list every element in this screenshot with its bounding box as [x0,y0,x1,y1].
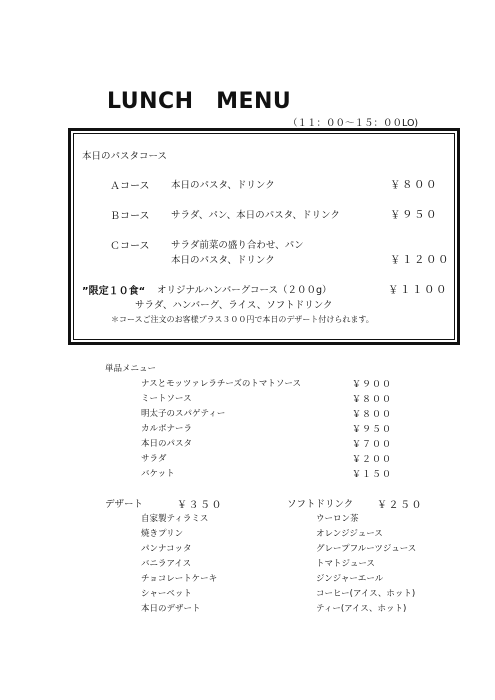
a-la-carte-item-name: 本日のパスタ [141,439,193,449]
course-a-name: Ａコース [110,181,150,192]
course-c-name: Ｃコース [110,241,150,252]
limited-course-name: オリジナルハンバーグコース（２００g） [157,285,332,296]
a-la-carte-item-name: 明太子のスパゲティー [141,409,226,419]
course-b-price: ￥９５０ [390,209,438,221]
dessert-item: チョコレートケーキ [141,574,218,584]
soft-drink-price: ￥２５０ [377,500,423,511]
soft-drink-item: ウーロン茶 [316,514,359,524]
a-la-carte-item-price: ￥８００ [352,395,393,405]
limited-course-price: ￥１１００ [388,284,448,296]
course-a-price: ￥８００ [390,179,438,191]
dessert-item: 自家製ティラミス [141,514,209,524]
soft-drink-item: ティー(アイス、ホット) [316,604,407,614]
service-hours: （１１：００～１５：００LO) [288,118,419,129]
soft-drink-item: トマトジュース [316,559,375,569]
soft-drink-heading: ソフトドリンク [287,499,354,510]
course-c-price: ￥１２００ [390,254,450,266]
soft-drink-item: オレンジジュース [316,529,383,539]
soft-drink-item: コーヒー(アイス、ホット) [316,589,416,599]
a-la-carte-heading: 単品メニュー [105,364,157,374]
dessert-heading: デザート [105,499,144,510]
limited-course-desc: サラダ、ハンバーグ、ライス、ソフトドリンク [135,300,333,311]
a-la-carte-item-price: ￥９５０ [352,425,393,435]
a-la-carte-item-name: ミートソース [141,394,192,404]
dessert-item: 本日のデザート [141,604,201,614]
course-c-desc-line-1: サラダ前菜の盛り合わせ、パン [171,240,304,251]
a-la-carte-item-price: ￥９００ [352,380,393,390]
course-b-desc: サラダ、パン、本日のパスタ、ドリンク [171,210,340,221]
a-la-carte-item-price: ￥８００ [352,410,393,420]
a-la-carte-item-name: カルボナーラ [141,424,193,434]
dessert-item: パンナコッタ [141,544,192,554]
soft-drink-item: グレープフルーツジュース [316,544,417,554]
course-b-name: Ｂコース [110,211,150,222]
soft-drink-item: ジンジャーエール [316,574,384,584]
dessert-item: 焼きプリン [141,529,184,539]
limited-label: ”限定１０食“ [82,286,146,297]
course-c-desc-line-2: 本日のパスタ、ドリンク [171,255,275,266]
a-la-carte-item-name: サラダ [141,454,167,464]
pasta-course-heading: 本日のパスタコース [82,151,168,162]
a-la-carte-item-name: ナスとモッツァレラチーズのトマトソース [141,379,301,389]
dessert-price: ￥３５０ [177,500,223,511]
course-a-desc: 本日のパスタ、ドリンク [171,180,275,191]
menu-title: LUNCH MENU [107,89,292,114]
a-la-carte-item-price: ￥７００ [352,440,393,450]
a-la-carte-item-price: ￥２００ [352,455,393,465]
dessert-item: バニラアイス [141,559,192,569]
a-la-carte-item-name: バケット [141,469,175,479]
dessert-item: シャーベット [141,589,192,599]
a-la-carte-item-price: ￥１５０ [352,470,393,480]
course-dessert-note: ＊コースご注文のお客様プラス３００円で本日のデザート付けられます。 [111,315,374,324]
